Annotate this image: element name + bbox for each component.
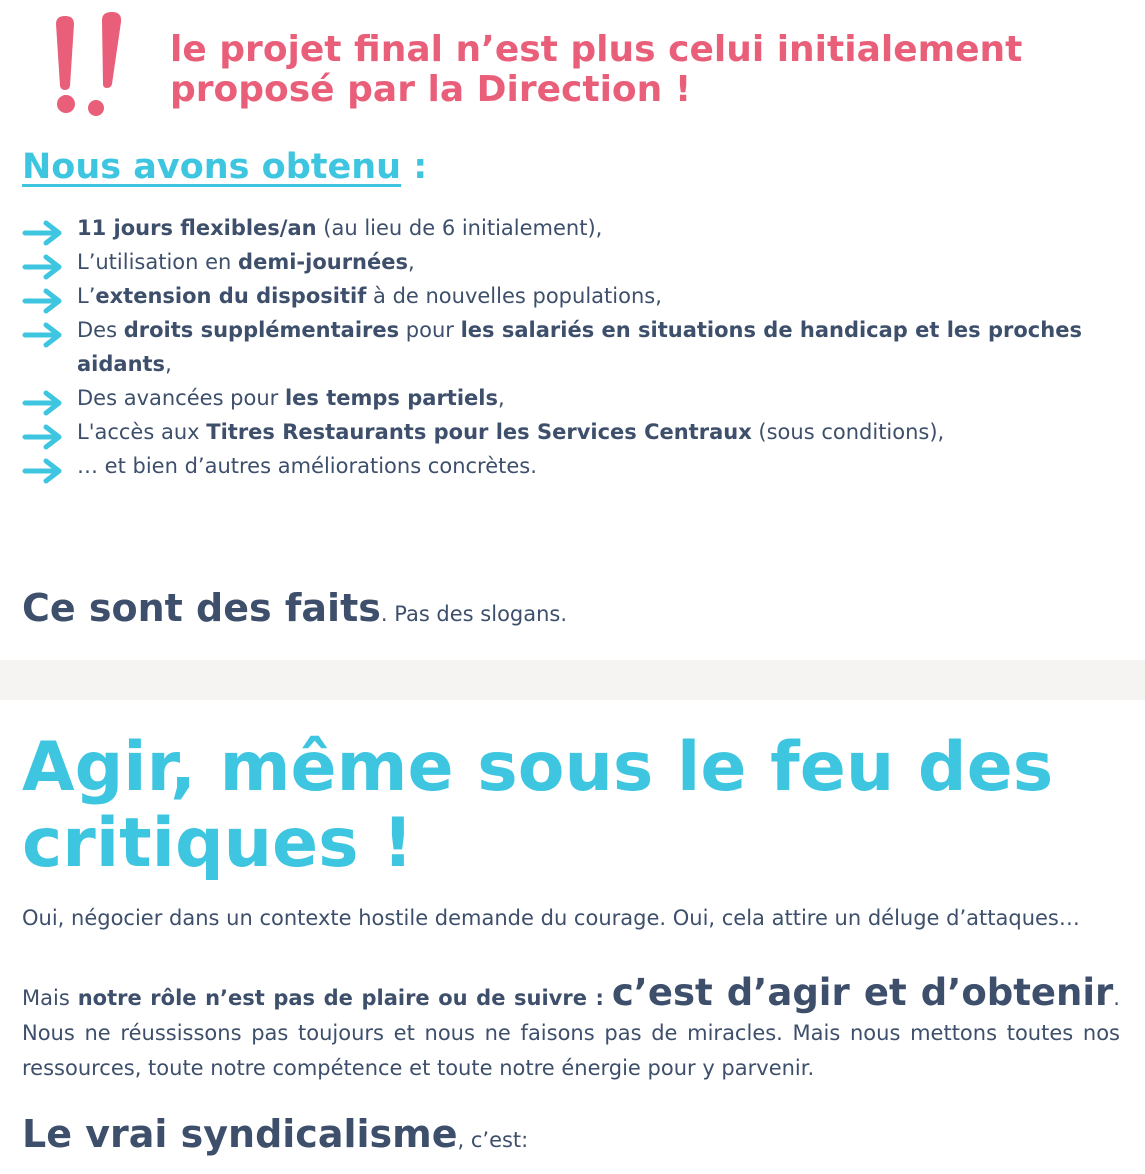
list-item-text: pour [399, 318, 461, 342]
syndicalism-emphasis: Le vrai syndicalisme [22, 1112, 458, 1156]
double-exclamation-icon [50, 10, 130, 120]
agir-p2-start: Mais [22, 986, 78, 1010]
obtained-list [22, 211, 1122, 483]
list-item [22, 449, 1122, 483]
arrow-right-icon [22, 422, 64, 452]
arrow-right-icon [22, 320, 64, 350]
list-item-text: , [408, 250, 415, 274]
list-item-text: Des [77, 318, 124, 342]
list-item-text: à de nouvelles populations, [366, 284, 662, 308]
obtained-heading-text: Nous avons obtenu [22, 147, 402, 187]
facts-tail: . Pas des slogans. [380, 602, 568, 626]
agir-paragraph-2 [22, 971, 1120, 1086]
agir-p2-rest: . Nous ne réussissons pas toujours et nous ne faisons pas de miracles. Mais nous mettons toutes nos ressources, toute notre compétence et toute notre énergie pour y parvenir. [22, 986, 1120, 1080]
facts-line [22, 586, 567, 630]
list-item [22, 279, 1122, 313]
arrow-right-icon [22, 252, 64, 282]
list-item [22, 415, 1122, 449]
list-item-strong: droits supplémentaires [123, 318, 400, 342]
agir-title: Agir, même sous le feu des critiques ! [22, 728, 1054, 883]
list-item [22, 381, 1122, 415]
agir-p2-space [604, 986, 612, 1010]
list-item-text: L'accès aux [77, 420, 207, 444]
list-item [22, 313, 1122, 381]
list-item-text: Des avancées pour [77, 386, 285, 410]
list-item [22, 211, 1122, 245]
list-item-strong: les salariés en situations de handicap et les proches aidants [77, 318, 1082, 376]
list-item [22, 245, 1122, 279]
list-item-strong: 11 jours flexibles/an [77, 216, 317, 240]
list-item-text: , [165, 352, 172, 376]
obtained-heading-colon: : [401, 147, 428, 187]
facts-emphasis: Ce sont des faits [22, 586, 381, 630]
obtained-heading [22, 145, 427, 189]
syndicalism-line [22, 1112, 528, 1156]
list-item-text: , [497, 386, 505, 410]
agir-paragraph-1: Oui, négocier dans un contexte hostile demande du courage. Oui, cela attire un déluge d’attaques… [22, 906, 1080, 930]
agir-p2-emphasis: c’est d’agir et d’obtenir [611, 971, 1114, 1014]
arrow-right-icon [22, 388, 64, 418]
alert-title: le projet final n’est plus celui initialement proposé par la Direction ! [170, 29, 1023, 110]
list-item-strong: Titres Restaurants pour les Services Centraux [206, 420, 752, 444]
arrow-right-icon [22, 456, 64, 486]
list-item-strong: demi-journées [238, 250, 408, 274]
list-item-strong: extension du dispositif [95, 284, 367, 308]
syndicalism-tail: , c’est: [457, 1128, 529, 1152]
section-divider-band [0, 660, 1145, 700]
list-item-text: L’utilisation en [77, 250, 239, 274]
list-item-text: L’ [77, 284, 96, 308]
arrow-right-icon [22, 218, 64, 248]
agir-p2-role: notre rôle n’est pas de plaire ou de suivre : [77, 986, 604, 1010]
list-item-text: … et bien d’autres améliorations concrètes. [77, 454, 537, 478]
list-item-text: (sous conditions), [751, 420, 945, 444]
list-item-strong: les temps partiels [284, 386, 498, 410]
arrow-right-icon [22, 286, 64, 316]
list-item-text: (au lieu de 6 initialement), [316, 216, 603, 240]
